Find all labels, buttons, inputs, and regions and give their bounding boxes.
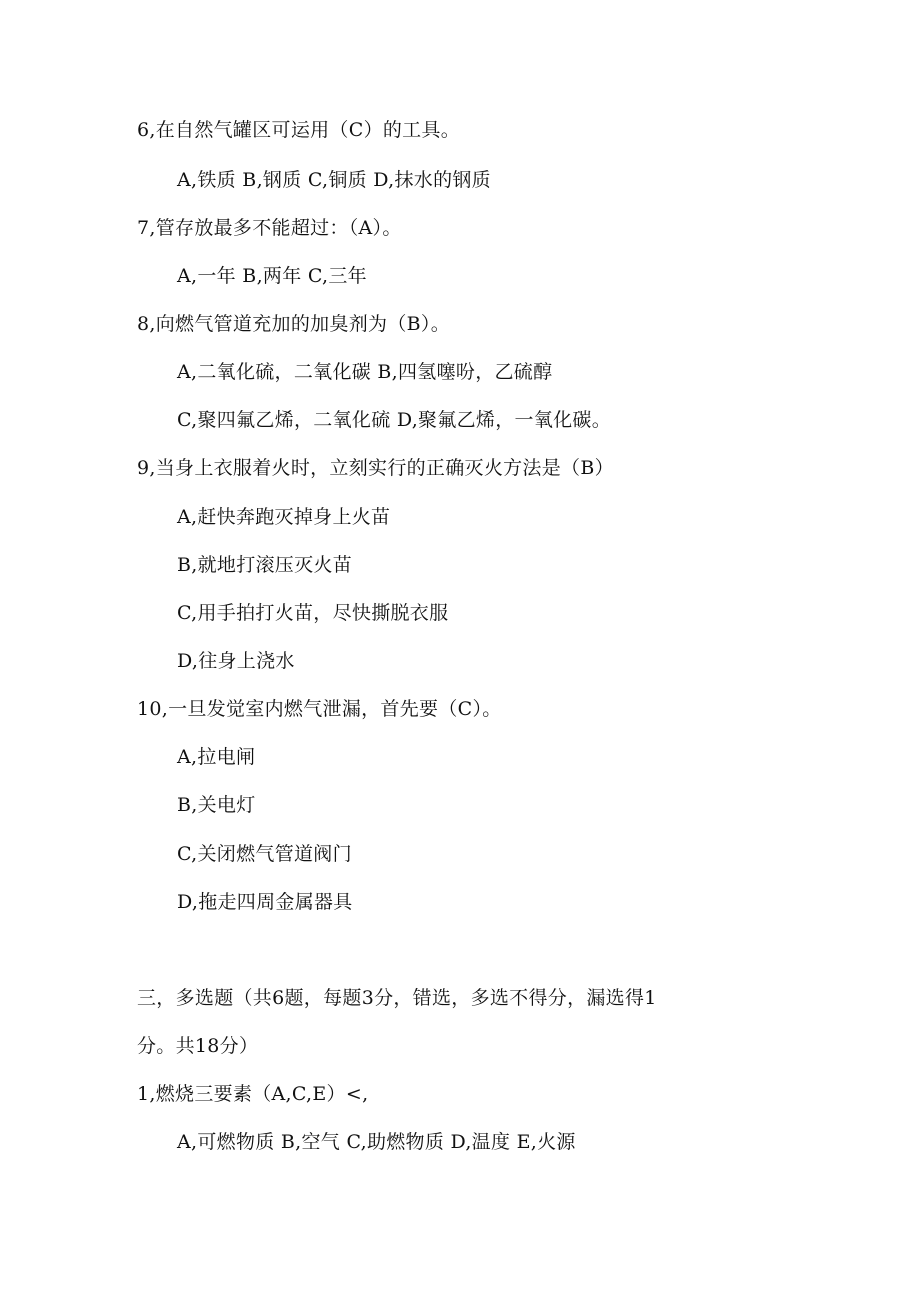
question-8-options-ab: A,二氧化硫，二氧化碳 B,四氢噻吩，乙硫醇: [177, 361, 553, 383]
question-10-option-b: B,关电灯: [177, 794, 256, 816]
question-9-option-d: D,往身上浇水: [177, 650, 295, 672]
question-7-options: A,一年 B,两年 C,三年: [177, 265, 367, 287]
question-10-stem: 10,一旦发觉室内燃气泄漏，首先要（C）。: [137, 698, 502, 720]
question-6-stem: 6,在自然气罐区可运用（C）的工具。: [137, 119, 461, 141]
question-10-option-a: A,拉电闸: [177, 746, 256, 768]
question-9-option-a: A,赶快奔跑灭掉身上火苗: [177, 506, 391, 528]
question-8-stem: 8,向燃气管道充加的加臭剂为（B）。: [137, 313, 450, 335]
section-three-heading: 三，多选题（共6题，每题3分，错选，多选不得分，漏选得1: [137, 987, 657, 1009]
question-8-options-cd: C,聚四氟乙烯，二氧化硫 D,聚氟乙烯，一氧化碳。: [177, 409, 612, 431]
question-10-option-d: D,拖走四周金属器具: [177, 891, 353, 913]
multi-question-1-options: A,可燃物质 B,空气 C,助燃物质 D,温度 E,火源: [177, 1131, 576, 1153]
question-9-option-b: B,就地打滚压灭火苗: [177, 554, 353, 576]
question-10-option-c: C,关闭燃气管道阀门: [177, 843, 352, 865]
multi-question-1-stem: 1,燃烧三要素（A,C,E）<,: [137, 1083, 369, 1105]
question-9-stem: 9,当身上衣服着火时，立刻实行的正确灭火方法是（B）: [137, 457, 614, 479]
question-7-stem: 7,管存放最多不能超过：（A）。: [137, 217, 402, 239]
section-three-heading-cont: 分。共18分）: [137, 1035, 259, 1057]
question-6-options: A,铁质 B,钢质 C,铜质 D,抹水的钢质: [177, 169, 491, 191]
question-9-option-c: C,用手拍打火苗，尽快撕脱衣服: [177, 602, 449, 624]
